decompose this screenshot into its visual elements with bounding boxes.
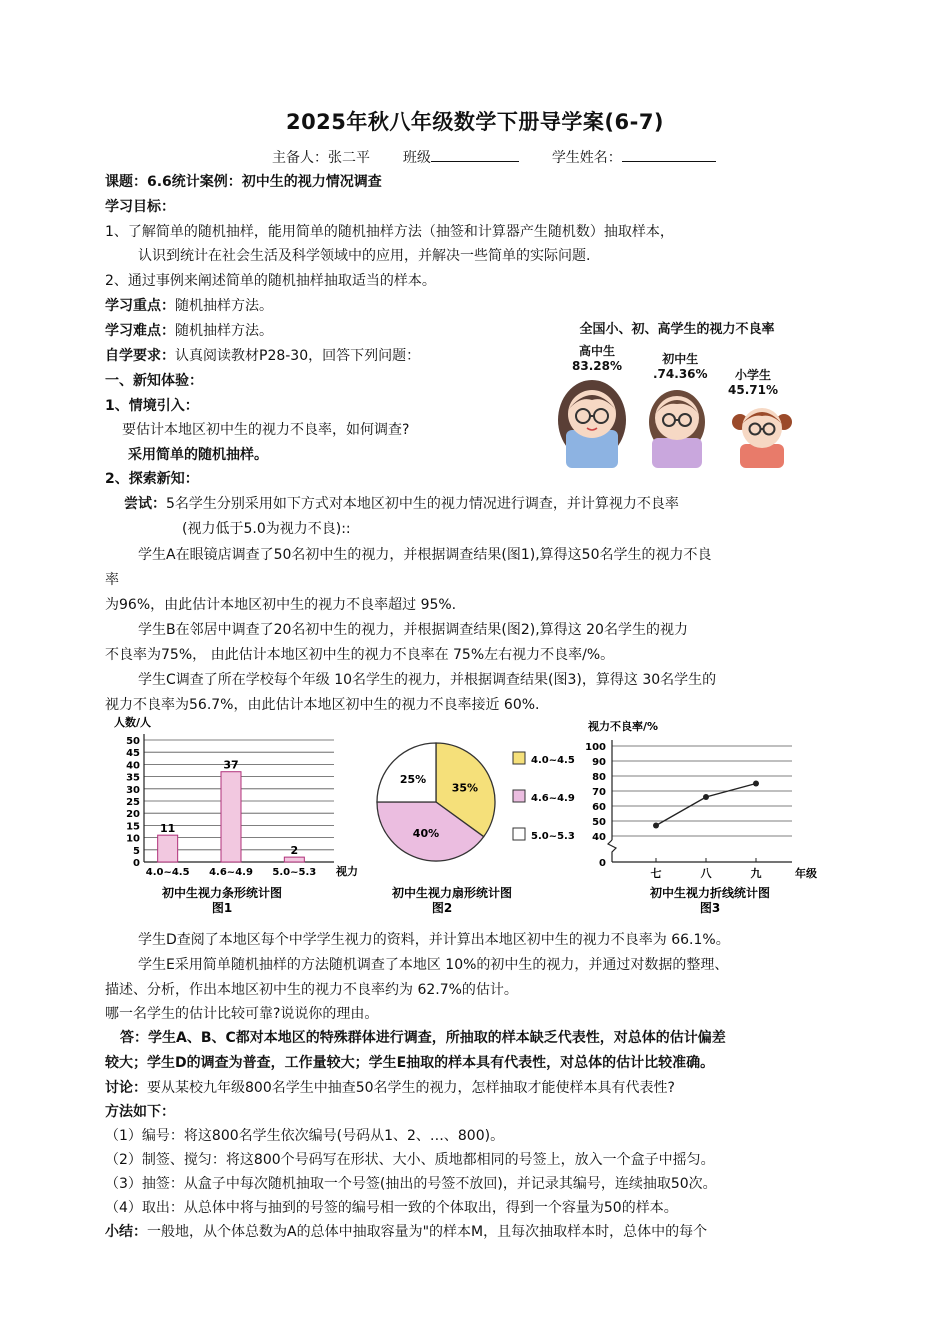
x-tick-label: 七 — [650, 867, 662, 880]
difficulty — [105, 321, 273, 341]
intro-label: 1、情境引入： — [105, 398, 199, 414]
y-tick-label: 50 — [592, 817, 606, 828]
class-blank[interactable] — [431, 147, 519, 162]
primary-school-girl-icon — [732, 408, 792, 468]
bar — [221, 772, 241, 862]
difficulty-text: 随机抽样方法。 — [175, 323, 273, 339]
high-school-girl-icon — [558, 380, 626, 468]
group-name-primary: 小学生 — [734, 368, 771, 382]
section-1-heading: 一、新知体验： — [105, 373, 203, 389]
discussion-label: 讨论： — [105, 1080, 147, 1096]
self-study — [105, 346, 420, 366]
bar-value-label: 11 — [160, 822, 176, 836]
difficulty-label: 学习难点： — [105, 323, 175, 339]
bar-value-label: 37 — [223, 758, 239, 772]
chart-title: 初中生视力折线统计图 — [649, 886, 771, 900]
header-info — [272, 147, 716, 168]
y-tick-label: 70 — [592, 787, 606, 798]
student-b-line-2: 不良率为75%， 由此估计本地区初中生的视力不良率在 75%左右视力不良率/%。 — [105, 647, 615, 663]
pie-slice-label: 35% — [451, 781, 479, 795]
student-c-line-2: 视力不良率为56.7%，由此估计本地区初中生的视力不良率接近 60%. — [105, 697, 540, 713]
self-study-text: 认真阅读教材P28-30，回答下列问题： — [175, 348, 421, 364]
preparer: 主备人：张二平 — [272, 150, 370, 166]
group-name-high: 高中生 — [578, 344, 615, 358]
line-chart-figure-3 — [582, 716, 842, 916]
legend-swatch — [513, 752, 525, 764]
student-a-line-2: 率 — [105, 572, 119, 588]
bar-chart-figure-1 — [112, 716, 367, 916]
goal-item-2: 2、通过事例来阐述简单的随机抽样抽取适当的样本。 — [105, 273, 436, 289]
pie-slice-label: 40% — [412, 826, 440, 840]
self-study-label: 自学要求： — [105, 348, 175, 364]
try-note: (视力低于5.0为视力不良):: — [182, 521, 351, 537]
y-tick-label: 15 — [126, 821, 140, 833]
junior-school-girl-icon — [649, 390, 705, 468]
x-tick-label: 九 — [750, 867, 762, 880]
group-rate-high: 83.28% — [572, 359, 622, 373]
y-tick-label: 45 — [126, 748, 140, 760]
student-name-label: 学生姓名： — [551, 150, 622, 166]
y-tick-label: 35 — [126, 772, 140, 784]
student-e-line-1: 学生E采用简单随机抽样的方法随机调查了本地区 10%的初中生的视力，并通过对数据的整理、 — [138, 957, 729, 973]
summary — [105, 1222, 707, 1242]
legend-swatch — [513, 790, 525, 802]
method-step-4: （4）取出：从总体中将与抽到的号签的编号相一致的个体取出，得到一个容量为50的样本。 — [105, 1200, 678, 1216]
chart-caption: 图1 — [211, 901, 233, 915]
student-c-line-1: 学生C调查了所在学校每个年级 10名学生的视力，并根据调查结果(图3)，算得这 30名学生的 — [138, 672, 717, 688]
method-label: 方法如下： — [105, 1104, 175, 1120]
pie-slice-label: 25% — [399, 773, 427, 787]
data-point — [753, 781, 759, 787]
student-a-line-1: 学生A在眼镜店调查了50名初中生的视力，并根据调查结果(图1),算得这50名学生的视力不良 — [138, 547, 712, 563]
legend-label: 4.6~4.9 — [531, 793, 575, 804]
page-title: 2025年秋八年级数学下册导学案(6-7) — [285, 110, 665, 134]
x-axis-label: 视力 — [336, 865, 358, 878]
try-label: 尝试： — [124, 496, 166, 512]
summary-text: 一般地，从个体总数为A的总体中抽取容量为"的样本M，且每次抽取样本时，总体中的每个 — [147, 1224, 708, 1240]
y-tick-label: 60 — [592, 802, 606, 813]
reliability-question: 哪一名学生的估计比较可靠?说说你的理由。 — [105, 1006, 379, 1022]
group-rate-junior: .74.36% — [653, 367, 708, 381]
chart-caption: 图2 — [431, 901, 453, 915]
y-tick-label: 0 — [133, 858, 140, 869]
intro-question: 要估计本地区初中生的视力不良率，如何调查? — [122, 422, 410, 438]
discussion-text: 要从某校九年级800名学生中抽查50名学生的视力，怎样抽取才能使样本具有代表性? — [147, 1080, 675, 1096]
pie-chart-figure-2 — [370, 740, 585, 916]
y-tick-label: 100 — [585, 742, 606, 753]
method-step-2: （2）制签、搅匀：将这800个号码写在形状、大小、质地都相同的号签上，放入一个盒子中摇匀。 — [105, 1152, 715, 1168]
data-point — [703, 794, 709, 800]
group-name-junior: 初中生 — [662, 352, 699, 366]
y-tick-label: 25 — [126, 797, 140, 808]
y-tick-label: 40 — [592, 832, 606, 843]
goals-label: 学习目标： — [105, 199, 175, 215]
student-b-line-1: 学生B在邻居中调查了20名初中生的视力，并根据调查结果(图2),算得这 20名学生的视力 — [138, 622, 688, 638]
answer-line-2: 较大；学生D的调查为普查，工作量较大；学生E抽取的样本具有代表性，对总体的估计比较准确。 — [105, 1055, 715, 1071]
student-e-line-2: 描述、分析，作出本地区初中生的视力不良率约为 62.7%的估计。 — [105, 982, 518, 998]
y-axis-label: 人数/人 — [114, 716, 152, 729]
x-tick-label: 4.6~4.9 — [209, 867, 253, 878]
y-tick-label: 5 — [133, 845, 140, 857]
group-label-junior — [653, 352, 708, 382]
y-tick-label: 0 — [599, 858, 606, 869]
series-line — [656, 784, 756, 826]
chart-title: 初中生视力条形统计图 — [161, 886, 283, 900]
y-tick-label: 50 — [126, 736, 140, 747]
try-paragraph — [124, 494, 679, 514]
key-point-label: 学习重点： — [105, 298, 175, 314]
method-step-1: （1）编号：将这800名学生依次编号(号码从1、2、…、800)。 — [105, 1128, 505, 1144]
topic — [105, 172, 382, 192]
data-point — [653, 823, 659, 829]
class-label: 班级 — [402, 150, 431, 166]
bar-value-label: 2 — [290, 844, 299, 858]
intro-answer: 采用简单的随机抽样。 — [128, 447, 268, 463]
goal-item-1: 1、了解简单的随机抽样，能用简单的随机抽样方法（抽签和计算器产生随机数）抽取样本， — [105, 224, 674, 240]
y-tick-label: 10 — [126, 833, 140, 845]
key-point-text: 随机抽样方法。 — [175, 298, 273, 314]
student-a-line-3: 为96%，由此估计本地区初中生的视力不良率超过 95%. — [105, 597, 457, 613]
legend-label: 4.0~4.5 — [531, 755, 575, 766]
y-tick-label: 40 — [126, 760, 140, 772]
explore-label: 2、探索新知： — [105, 471, 199, 487]
chart-title: 初中生视力扇形统计图 — [391, 886, 513, 900]
y-tick-label: 20 — [126, 809, 140, 821]
y-tick-label: 80 — [592, 772, 606, 783]
group-rate-primary: 45.71% — [728, 383, 778, 397]
axis-break-mark — [608, 840, 616, 862]
topic-text: 6.6统计案例：初中生的视力情况调查 — [147, 174, 382, 190]
student-name-blank[interactable] — [622, 147, 716, 162]
chart-caption: 图3 — [699, 901, 721, 915]
eye-figure-title: 全国小、初、高学生的视力不良率 — [579, 322, 775, 337]
try-text: 5名学生分别采用如下方式对本地区初中生的视力情况进行调查，并计算视力不良率 — [166, 496, 679, 512]
bar — [158, 835, 178, 862]
y-tick-label: 30 — [126, 784, 140, 796]
group-label-primary — [728, 368, 778, 398]
goal-item-1-cont: 认识到统计在社会生活及科学领域中的应用，并解决一些简单的实际问题. — [138, 248, 591, 264]
x-tick-label: 4.0~4.5 — [145, 867, 190, 878]
x-axis-label: 年级 — [795, 867, 817, 880]
x-tick-label: 5.0~5.3 — [272, 867, 317, 878]
legend-swatch — [513, 828, 525, 840]
eye-rate-figure — [552, 318, 802, 468]
student-d-line-1: 学生D查阅了本地区每个中学学生视力的资料，并计算出本地区初中生的视力不良率为 66.1%。 — [138, 932, 730, 948]
group-label-high — [572, 344, 622, 374]
method-step-3: （3）抽签：从盒子中每次随机抽取一个号签(抽出的号签不放回)，并记录其编号，连续抽取50次。 — [105, 1176, 717, 1192]
discussion — [105, 1078, 675, 1098]
answer-line-1: 答：学生A、B、C都对本地区的特殊群体进行调查，所抽取的样本缺乏代表性，对总体的估计偏差 — [120, 1030, 726, 1046]
topic-label: 课题： — [105, 174, 147, 190]
x-tick-label: 八 — [700, 867, 712, 880]
legend-label: 5.0~5.3 — [531, 831, 575, 842]
key-point — [105, 296, 273, 316]
y-axis-label: 视力不良率/% — [588, 720, 659, 733]
summary-label: 小结： — [105, 1224, 147, 1240]
bar — [284, 857, 304, 862]
y-tick-label: 90 — [592, 757, 606, 768]
